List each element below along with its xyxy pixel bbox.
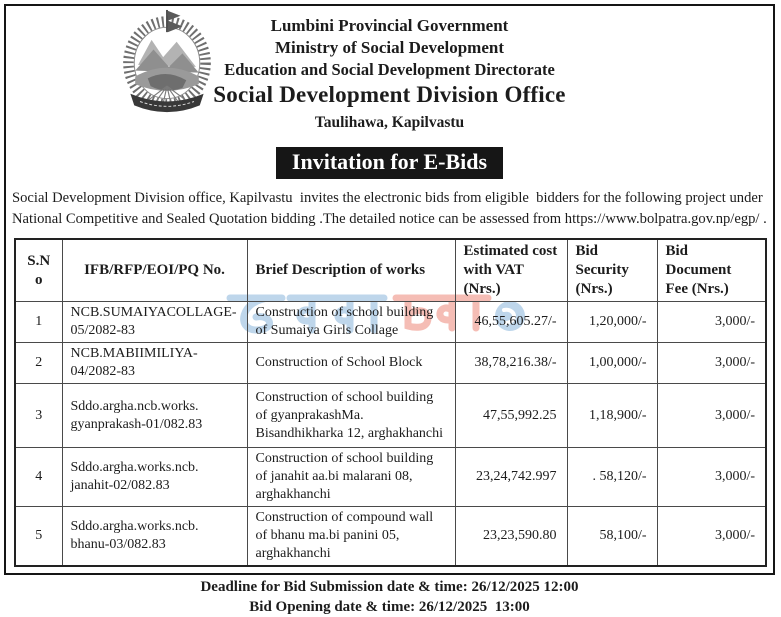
banner-row — [6, 147, 773, 179]
cell-estimated-cost: 46,55,605.27/- — [455, 302, 567, 343]
office-name: Social Development Division Office — [213, 82, 566, 107]
cell-description: Construction of compound wall of bhanu ma.bi panini 05, arghakhanchi — [247, 507, 455, 567]
col-header-ifb: IFB/RFP/EOI/PQ No. — [62, 239, 247, 302]
cell-bid-document-fee: 3,000/- — [657, 507, 766, 567]
cell-description: Construction of school building of janahit aa.bi malarani 08, arghakhanchi — [247, 448, 455, 507]
bid-table — [14, 238, 767, 567]
table-row — [15, 384, 766, 448]
bid-submission-deadline: Deadline for Bid Submission date & time: 26/12/2025 12:00 — [200, 579, 579, 595]
bid-opening-datetime: Bid Opening date & time: 26/12/2025 13:00 — [249, 599, 530, 615]
cell-bid-document-fee: 3,000/- — [657, 302, 766, 343]
col-header-bid-document-fee: Bid Document Fee (Nrs.) — [657, 239, 766, 302]
notice-title: Invitation for E-Bids — [276, 147, 503, 179]
cell-sno: 2 — [15, 343, 62, 384]
bid-table-wrap — [14, 238, 765, 567]
cell-bid-security: 1,20,000/- — [567, 302, 657, 343]
table-row — [15, 448, 766, 507]
cell-description: Construction of school building of Sumaiya Girls Collage — [247, 302, 455, 343]
office-location: Taulihawa, Kapilvastu — [314, 114, 465, 131]
intro-paragraph: Social Development Division office, Kapilvastu invites the electronic bids from eligible bidders for the following project under National Competitive and Sealed Quotation bidding .The detailed notice can be assessed from https://www.bolpatra.gov.np/egp/ . — [12, 190, 767, 227]
table-header-row — [15, 239, 766, 302]
org-name-line3: Education and Social Development Directorate — [224, 60, 555, 79]
deadline-block — [6, 577, 773, 617]
nepal-government-emblem-icon — [118, 9, 216, 115]
cell-bid-security: 1,00,000/- — [567, 343, 657, 384]
cell-estimated-cost: 23,23,590.80 — [455, 507, 567, 567]
cell-ifb: Sddo.argha.works.ncb. janahit-02/082.83 — [62, 448, 247, 507]
cell-bid-security: 1,18,900/- — [567, 384, 657, 448]
org-name-line2: Ministry of Social Development — [275, 38, 504, 57]
cell-sno: 5 — [15, 507, 62, 567]
cell-estimated-cost: 47,55,992.25 — [455, 384, 567, 448]
cell-estimated-cost: 23,24,742.997 — [455, 448, 567, 507]
cell-bid-security: 58,100/- — [567, 507, 657, 567]
notice-page — [4, 4, 775, 615]
org-name-line1: Lumbini Provincial Government — [270, 16, 509, 35]
cell-description: Construction of School Block — [247, 343, 455, 384]
cell-sno: 3 — [15, 384, 62, 448]
cell-estimated-cost: 38,78,216.38/- — [455, 343, 567, 384]
col-header-bid-security: Bid Security (Nrs.) — [567, 239, 657, 302]
cell-sno: 4 — [15, 448, 62, 507]
cell-description: Construction of school building of gyanprakashMa. Bisandhikharka 12, arghakhanchi — [247, 384, 455, 448]
cell-bid-document-fee: 3,000/- — [657, 384, 766, 448]
cell-ifb: NCB.MABIIMILIYA-04/2082-83 — [62, 343, 247, 384]
table-row — [15, 507, 766, 567]
col-header-sno: S.No — [15, 239, 62, 302]
cell-sno: 1 — [15, 302, 62, 343]
cell-ifb: NCB.SUMAIYACOLLAGE-05/2082-83 — [62, 302, 247, 343]
cell-ifb: Sddo.argha.works.ncb. bhanu-03/082.83 — [62, 507, 247, 567]
cell-bid-security: . 58,120/- — [567, 448, 657, 507]
col-header-estimated-cost: Estimated cost with VAT (Nrs.) — [455, 239, 567, 302]
col-header-description: Brief Description of works — [247, 239, 455, 302]
table-row — [15, 302, 766, 343]
cell-ifb: Sddo.argha.ncb.works. gyanprakash-01/082.83 — [62, 384, 247, 448]
cell-bid-document-fee: 3,000/- — [657, 448, 766, 507]
table-row — [15, 343, 766, 384]
cell-bid-document-fee: 3,000/- — [657, 343, 766, 384]
letterhead — [6, 6, 773, 134]
